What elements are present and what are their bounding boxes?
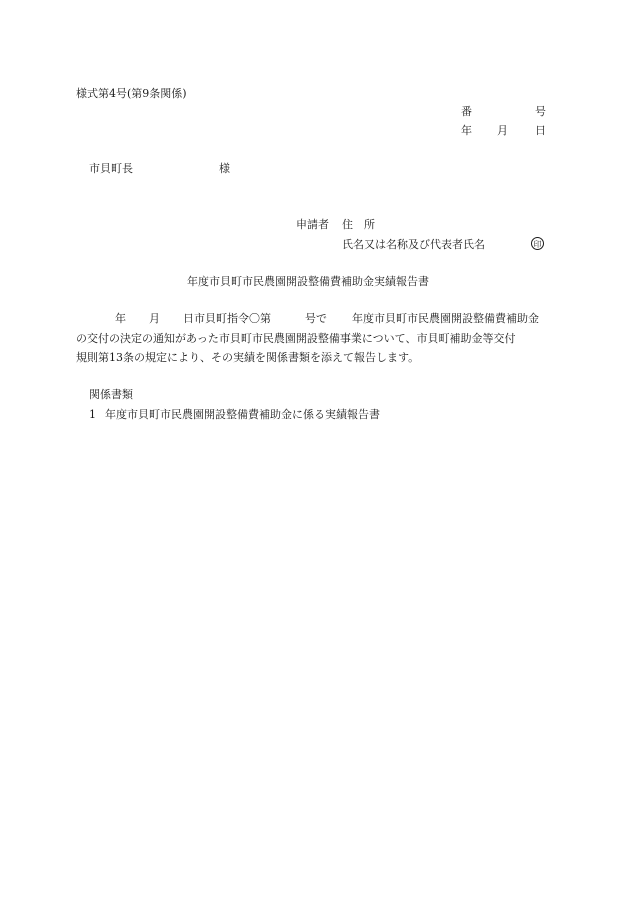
document-number-suffix: 号 bbox=[535, 105, 546, 118]
date-day: 日 bbox=[535, 124, 546, 137]
body-line-2: の交付の決定の通知があった市貝町市民農園開設整備事業について、市貝町補助金等交付 bbox=[76, 332, 516, 345]
body-subsidy: 年度市貝町市民農園開設整備費補助金 bbox=[352, 312, 539, 325]
body-number: 号で bbox=[305, 312, 327, 325]
body-day-and-ref: 日市貝町指令〇第 bbox=[183, 312, 271, 325]
body-line-3: 規則第13条の規定により、その実績を関係書類を添えて報告します。 bbox=[76, 351, 420, 364]
form-number: 様式第4号(第9条関係) bbox=[76, 87, 187, 100]
applicant-name-label: 氏名又は名称及び代表者氏名 bbox=[342, 238, 485, 251]
applicant-label: 申請者 bbox=[296, 218, 329, 231]
addressee-name: 市貝町長 bbox=[89, 162, 133, 175]
document-number-label: 番 bbox=[461, 105, 472, 118]
date-year: 年 bbox=[461, 124, 472, 137]
address-label: 住 所 bbox=[342, 218, 375, 231]
related-docs-heading: 関係書類 bbox=[89, 388, 133, 401]
date-month: 月 bbox=[497, 124, 508, 137]
body-year: 年 bbox=[115, 312, 126, 325]
related-doc-text: 年度市貝町市民農園開設整備費補助金に係る実績報告書 bbox=[105, 408, 380, 421]
body-month: 月 bbox=[149, 312, 160, 325]
addressee-honorific: 様 bbox=[219, 162, 230, 175]
related-doc-number: 1 bbox=[89, 408, 96, 421]
document-title: 年度市貝町市民農園開設整備費補助金実績報告書 bbox=[187, 275, 429, 288]
seal-mark: 印 bbox=[531, 237, 544, 250]
